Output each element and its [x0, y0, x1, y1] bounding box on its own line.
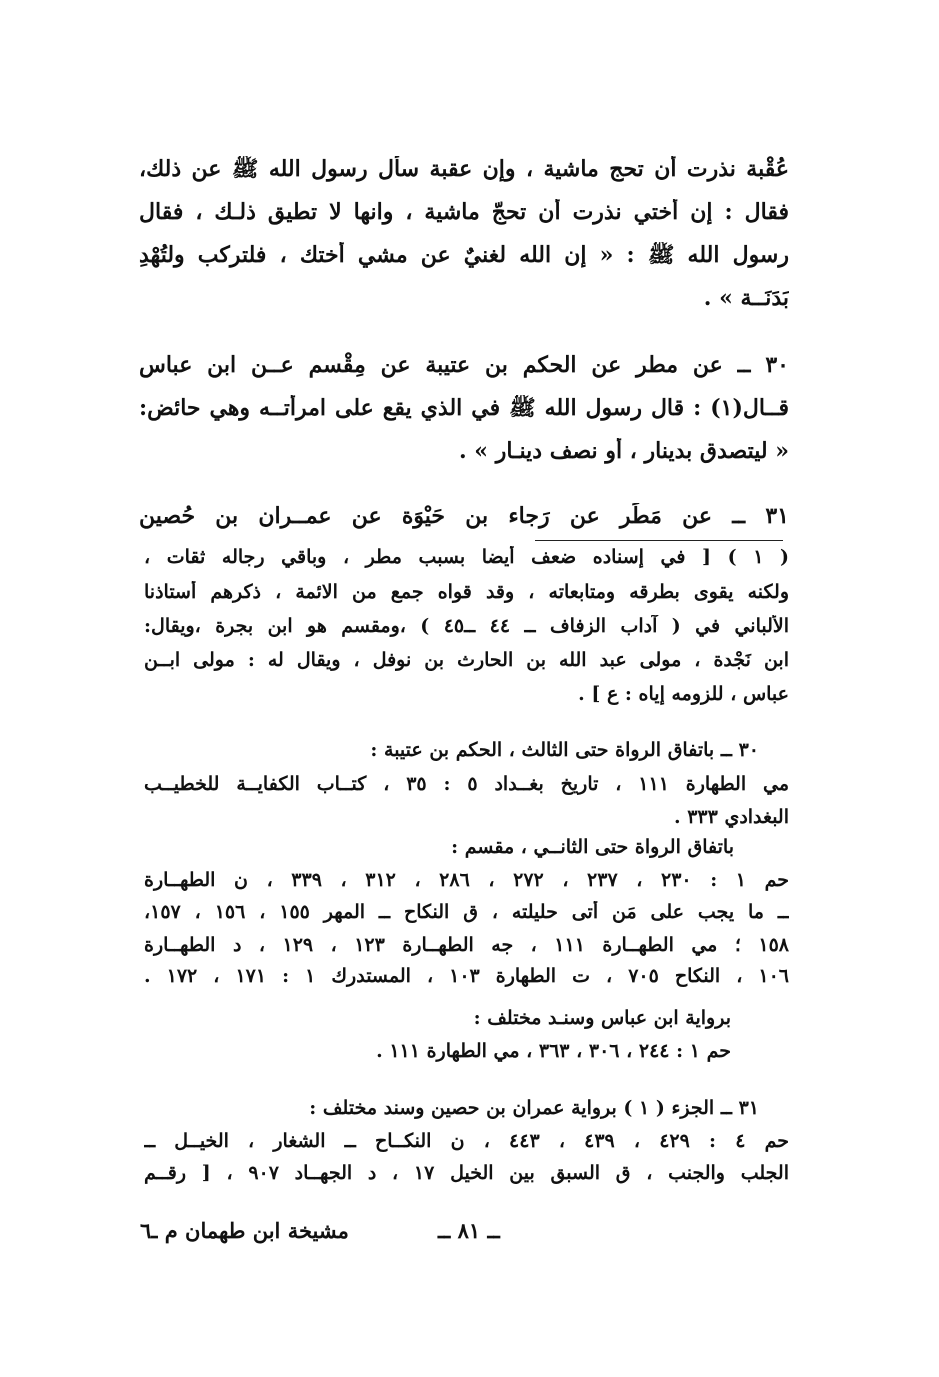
footnote-line-4: ابن نَجْدة ، مولى عبد الله بن الحارث بن نوفل ، ويقال له : مولى ابــن [144, 649, 789, 671]
takhrij-30-line-2: البغدادي ٣٣٣ . [673, 806, 789, 828]
takhrij-30-heading: ٣٠ ــ باتفاق الرواة حتى الثالث ، الحكم بن عتيبة : [370, 739, 759, 761]
takhrij-31-line-1: حم ٤ : ٤٢٩ ، ٤٣٩ ، ٤٤٣ ، ن النكــاح ــ الشغار ، الخيــل ــ [144, 1130, 789, 1152]
footnote-line-3: الألباني في ( آداب الزفاف ــ ٤٤ ــ٤٥ ) ،ومقسم هو ابن بجرة ،ويقال: [144, 615, 789, 637]
footnote-line-1: ( ١ ) [ في إسناده ضعف أيضا بسبب مطر ، وباقي رجاله ثقات ، [144, 546, 789, 568]
takhrij-30-subline-2: ــ ما يجب على مَن أتى حليلته ، ق النكاح ــ المهر ١٥٥ ، ١٥٦ ، ١٥٧، [144, 901, 789, 923]
takhrij-30-subline-1: حم ١ : ٢٣٠ ، ٢٣٧ ، ٢٧٢ ، ٢٨٦ ، ٣١٢ ، ٣٣٩ ، ن الطهــارة [144, 869, 789, 891]
hadith-30-line-3: « ليتصدق بدينار ، أو نصف دينـار » . [458, 438, 789, 464]
hadith-29-line-1: عُقْبة نذرت أن تحج ماشية ، وإن عقبة سأل رسول الله ﷺ عن ذلك، [139, 156, 789, 182]
footnote-divider [535, 540, 783, 541]
takhrij-30-line-1: مي الطهارة ١١١ ، تاريخ بغــداد ٥ : ٣٥ ، كتــاب الكفايــة للخطيــب [144, 773, 789, 795]
book-signature: مشيخة ابن طهمان م ـ٦ [140, 1218, 349, 1243]
footnote-line-5: عباس ، للزومه إياه : ع ] . [578, 683, 789, 705]
takhrij-30-subheading-2: برواية ابن عباس وسنـد مختلف : [473, 1007, 731, 1029]
takhrij-30-subheading-1: باتفاق الرواة حتى الثانــي ، مقسم : [451, 836, 734, 858]
takhrij-31-line-2: الجلب والجنب ، ق السبق بين الخيل ١٧ ، د الجهــاد ٩٠٧ ، [ رقــم [144, 1162, 789, 1184]
takhrij-30-subline-5: حم ١ : ٢٤٤ ، ٣٠٦ ، ٣٦٣ ، مي الطهارة ١١١ . [376, 1040, 731, 1062]
footnote-line-2: ولكنه يقوى بطرقه ومتابعاته ، وقد قواه جمع من الائمة ، ذكرهم أستاذنا [144, 581, 789, 603]
takhrij-30-subline-4: ١٠٦ ، النكاح ٧٠٥ ، ت الطهارة ١٠٣ ، المستدرك ١ : ١٧١ ، ١٧٢ . [144, 965, 789, 987]
hadith-29-line-2: فقال : إن أختي نذرت أن تحجّ ماشية ، وانها لا تطيق ذلـك ، فقال [139, 199, 789, 225]
page-number: ــ ٨١ ــ [438, 1218, 500, 1243]
hadith-29-line-3: رسول الله ﷺ : « إن الله لغنيٌ عن مشي أختك ، فلتركب ولتُهْدِ [139, 242, 789, 268]
takhrij-31-heading: ٣١ ــ الجزء ( ١ ) برواية عمران بن حصين وسند مختلف : [309, 1097, 759, 1119]
takhrij-30-subline-3: ١٥٨ ؛ مي الطهــارة ١١١ ، جه الطهــارة ١٢٣ ، ١٢٩ ، د الطهــارة [144, 934, 789, 956]
hadith-30-line-2: قــال(١) : قال رسول الله ﷺ في الذي يقع على امرأتــه وهي حائض: [139, 395, 789, 421]
hadith-30-line-1: ٣٠ ــ عن مطر عن الحكم بن عتيبة عن مِقْسم عــن ابن عباس [139, 352, 789, 378]
hadith-31-line-1: ٣١ ــ عن مَطَر عن رَجاء بن حَيْوَة عن عمــران بن حُصين [139, 503, 789, 529]
hadith-29-line-4: بَدَنَــة » . [703, 285, 789, 311]
